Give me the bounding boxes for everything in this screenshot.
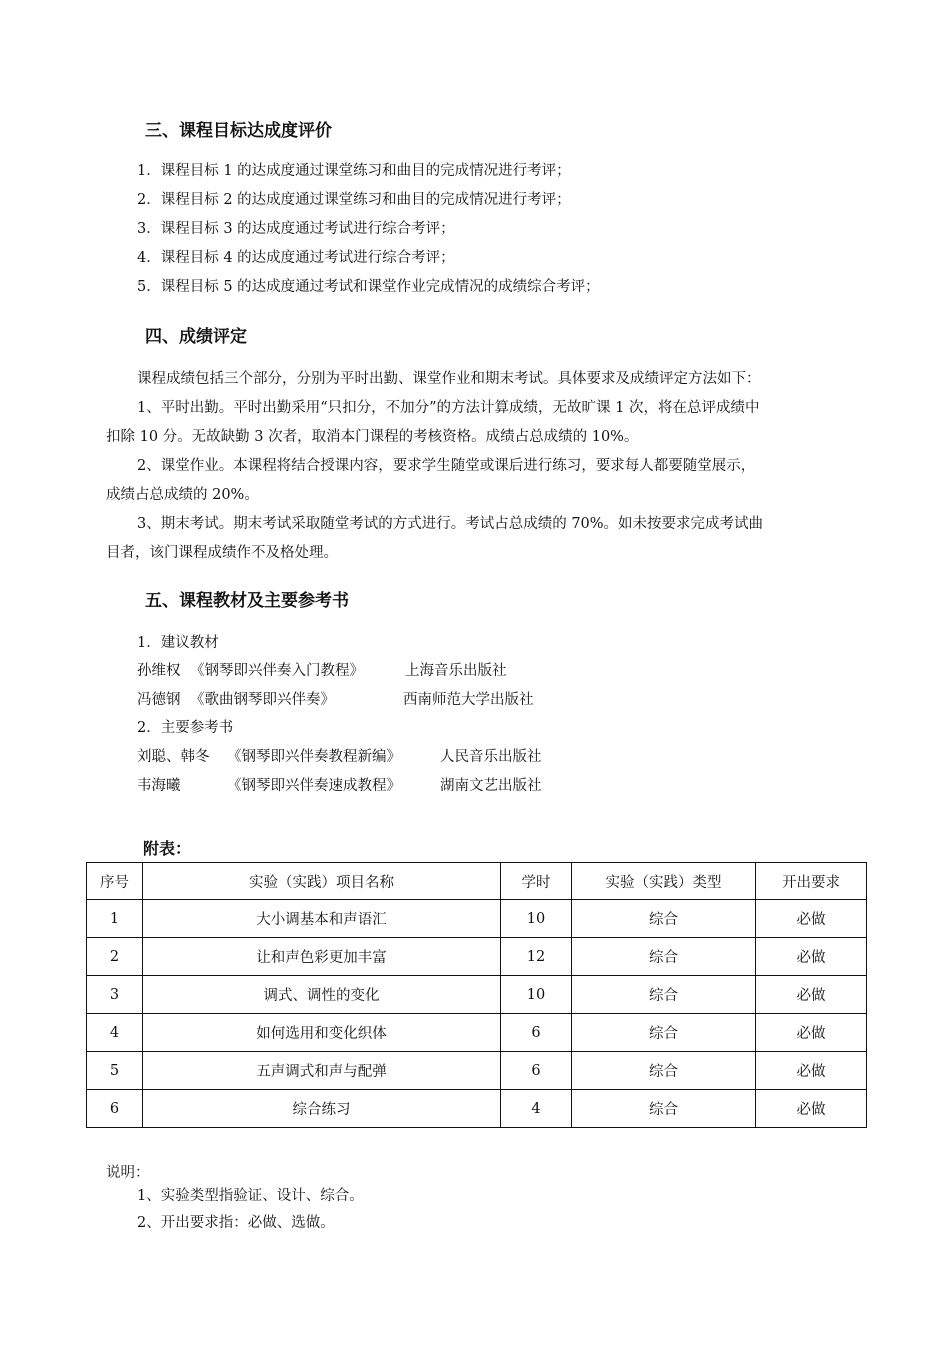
section-3-item: 1．课程目标 1 的达成度通过课堂练习和曲目的完成情况进行考评； <box>137 163 571 179</box>
subheading: 1．建议教材 <box>137 635 219 651</box>
paragraph-line: 目者，该门课程成绩作不及格处理。 <box>106 545 338 561</box>
cell-requirement: 必做 <box>756 976 867 1014</box>
book-title: 《钢琴即兴伴奏入门教程》 <box>190 663 364 679</box>
table-row <box>87 938 867 976</box>
section-3-item: 2．课程目标 2 的达成度通过课堂练习和曲目的完成情况进行考评； <box>137 192 571 208</box>
cell-requirement: 必做 <box>756 1014 867 1052</box>
cell-type: 综合 <box>572 1090 756 1128</box>
book-publisher: 上海音乐出版社 <box>405 663 507 679</box>
section-5-heading: 五、课程教材及主要参考书 <box>145 591 349 611</box>
header-project-name: 实验（实践）项目名称 <box>143 863 501 900</box>
paragraph-line: 扣除 10 分。无故缺勤 3 次者，取消本门课程的考核资格。成绩占总成绩的 10%。 <box>106 429 639 445</box>
book-title: 《钢琴即兴伴奏速成教程》 <box>227 778 401 794</box>
cell-index: 3 <box>87 976 143 1014</box>
book-author: 刘聪、韩冬 <box>137 749 210 765</box>
paragraph-line: 课程成绩包括三个部分，分别为平时出勤、课堂作业和期末考试。具体要求及成绩评定方法如下： <box>137 371 761 387</box>
header-requirement: 开出要求 <box>756 863 867 900</box>
section-3-item: 3．课程目标 3 的达成度通过考试进行综合考评； <box>137 221 455 237</box>
cell-project-name: 调式、调性的变化 <box>143 976 501 1014</box>
cell-type: 综合 <box>572 900 756 938</box>
notes-item: 2、开出要求指：必做、选做。 <box>137 1215 335 1231</box>
cell-hours: 12 <box>501 938 572 976</box>
paragraph-line: 3、期末考试。期末考试采取随堂考试的方式进行。考试占总成绩的 70%。如未按要求完成考试曲 <box>137 516 764 532</box>
book-author: 冯德钢 <box>137 692 181 708</box>
table-header-row <box>87 863 867 900</box>
cell-type: 综合 <box>572 1014 756 1052</box>
header-index: 序号 <box>87 863 143 900</box>
cell-requirement: 必做 <box>756 900 867 938</box>
cell-index: 6 <box>87 1090 143 1128</box>
book-author: 孙维权 <box>137 663 181 679</box>
cell-type: 综合 <box>572 976 756 1014</box>
paragraph-line: 1、平时出勤。平时出勤采用“只扣分，不加分”的方法计算成绩，无故旷课 1 次，将在总评成绩中 <box>137 400 760 416</box>
subheading: 2．主要参考书 <box>137 720 234 736</box>
notes-label: 说明： <box>106 1165 150 1181</box>
cell-index: 4 <box>87 1014 143 1052</box>
header-hours: 学时 <box>501 863 572 900</box>
cell-project-name: 如何选用和变化织体 <box>143 1014 501 1052</box>
section-4-heading: 四、成绩评定 <box>145 327 247 347</box>
appendix-title: 附表： <box>143 839 192 858</box>
cell-project-name: 让和声色彩更加丰富 <box>143 938 501 976</box>
cell-hours: 6 <box>501 1014 572 1052</box>
paragraph-line: 2、课堂作业。本课程将结合授课内容，要求学生随堂或课后进行练习，要求每人都要随堂展示， <box>137 458 756 474</box>
table-row <box>87 1052 867 1090</box>
cell-hours: 4 <box>501 1090 572 1128</box>
paragraph-line: 成绩占总成绩的 20%。 <box>106 487 259 503</box>
book-publisher: 人民音乐出版社 <box>440 749 542 765</box>
book-title: 《歌曲钢琴即兴伴奏》 <box>190 692 335 708</box>
cell-project-name: 综合练习 <box>143 1090 501 1128</box>
cell-requirement: 必做 <box>756 1052 867 1090</box>
section-3-heading: 三、课程目标达成度评价 <box>145 121 332 141</box>
cell-hours: 10 <box>501 976 572 1014</box>
table-row <box>87 900 867 938</box>
cell-type: 综合 <box>572 1052 756 1090</box>
cell-index: 2 <box>87 938 143 976</box>
book-publisher: 西南师范大学出版社 <box>403 692 534 708</box>
cell-index: 1 <box>87 900 143 938</box>
cell-project-name: 五声调式和声与配弹 <box>143 1052 501 1090</box>
book-publisher: 湖南文艺出版社 <box>440 778 542 794</box>
cell-hours: 6 <box>501 1052 572 1090</box>
cell-index: 5 <box>87 1052 143 1090</box>
notes-item: 1、实验类型指验证、设计、综合。 <box>137 1188 364 1204</box>
cell-requirement: 必做 <box>756 1090 867 1128</box>
header-type: 实验（实践）类型 <box>572 863 756 900</box>
table-row <box>87 1090 867 1128</box>
appendix-table <box>86 862 867 1128</box>
table-row <box>87 1014 867 1052</box>
section-3-item: 4．课程目标 4 的达成度通过考试进行综合考评； <box>137 250 455 266</box>
cell-type: 综合 <box>572 938 756 976</box>
book-author: 韦海曦 <box>137 778 181 794</box>
section-3-item: 5．课程目标 5 的达成度通过考试和课堂作业完成情况的成绩综合考评； <box>137 279 600 295</box>
cell-hours: 10 <box>501 900 572 938</box>
book-title: 《钢琴即兴伴奏教程新编》 <box>227 749 401 765</box>
cell-requirement: 必做 <box>756 938 867 976</box>
cell-project-name: 大小调基本和声语汇 <box>143 900 501 938</box>
table-row <box>87 976 867 1014</box>
